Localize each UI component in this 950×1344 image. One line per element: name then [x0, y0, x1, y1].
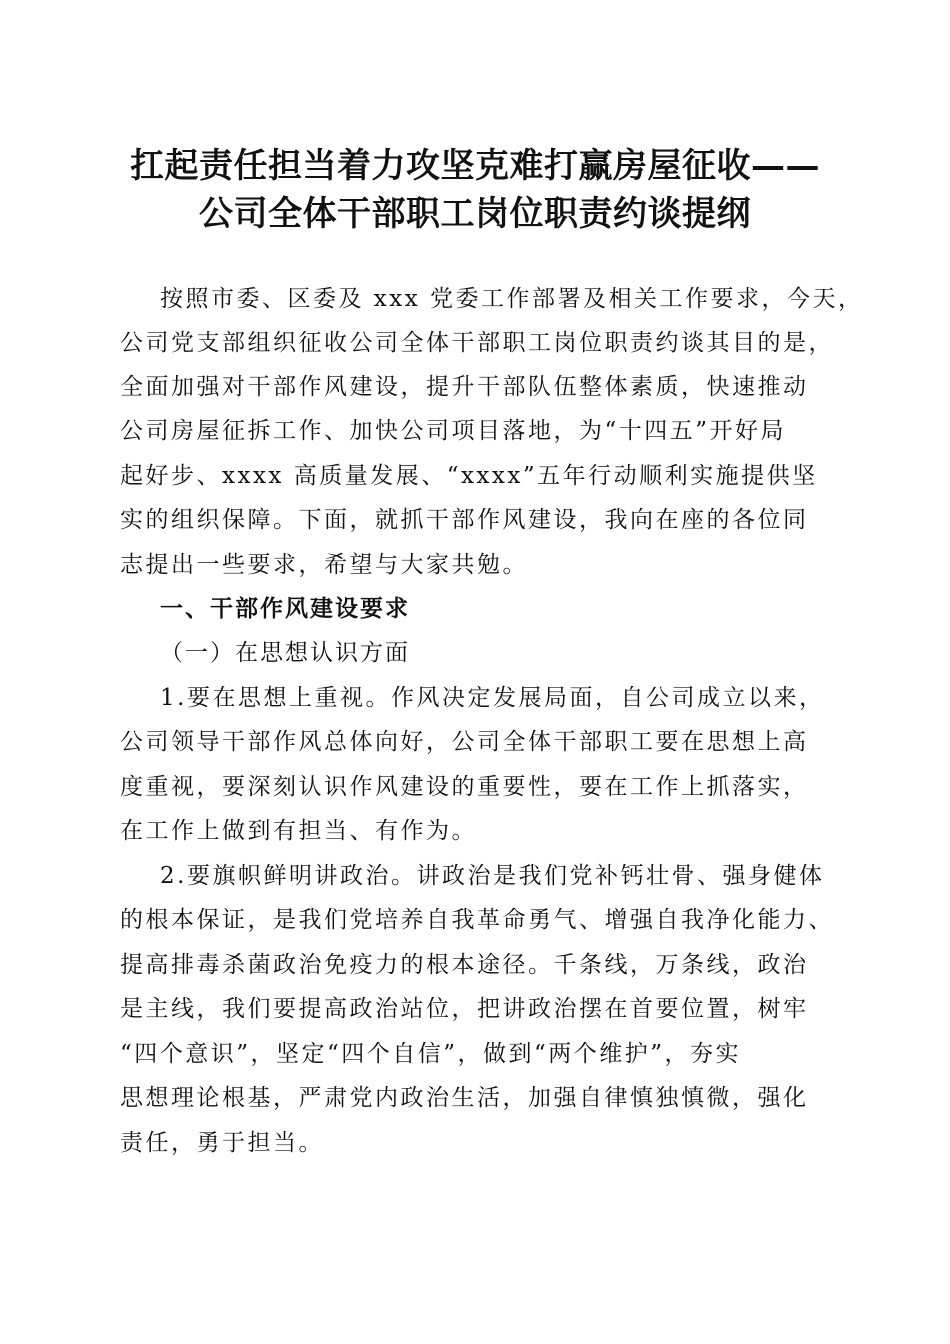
subsection-heading: （一）在思想认识方面 [160, 640, 410, 666]
item-2-line: “四个意识”，坚定“四个自信”，做到“两个维护”，夯实 [120, 1041, 742, 1067]
section-heading: 一、干部作风建设要求 [160, 596, 410, 622]
item-2-line: 责任，勇于担当。 [120, 1130, 324, 1156]
item-2-line: 提高排毒杀菌政治免疫力的根本途径。千条线，万条线，政治 [120, 952, 809, 978]
document-title-line-1: 扛起责任担当着力攻坚克难打赢房屋征收—— [130, 146, 820, 186]
intro-paragraph-line: 按照市委、区委及 xxx 党委工作部署及相关工作要求，今天， [160, 286, 864, 312]
item-2-line: 是主线，我们要提高政治站位，把讲政治摆在首要位置，树牢 [120, 996, 809, 1022]
item-1-line: 1.要在思想上重视。作风决定发展局面，自公司成立以来， [160, 685, 825, 711]
item-2-line: 思想理论根基，严肃党内政治生活，加强自律慎独慎微，强化 [120, 1085, 809, 1111]
intro-paragraph-line: 全面加强对干部作风建设，提升干部队伍整体素质，快速推动 [120, 374, 809, 400]
intro-paragraph-line: 起好步、xxxx 高质量发展、“xxxx”五年行动顺利实施提供坚 [120, 463, 818, 489]
intro-paragraph-line: 志提出一些要求，希望与大家共勉。 [120, 552, 528, 578]
item-1-line: 度重视，要深刻认识作风建设的重要性，要在工作上抓落实， [120, 774, 809, 800]
intro-paragraph-line: 实的组织保障。下面，就抓干部作风建设，我向在座的各位同 [120, 507, 809, 533]
item-1-line: 在工作上做到有担当、有作为。 [120, 818, 477, 844]
intro-paragraph-line: 公司房屋征拆工作、加快公司项目落地，为“十四五”开好局 [120, 418, 787, 444]
item-2-line: 的根本保证，是我们党培养自我革命勇气、增强自我净化能力、 [120, 907, 834, 933]
item-2-line: 2.要旗帜鲜明讲政治。讲政治是我们党补钙壮骨、强身健体 [160, 863, 825, 889]
intro-paragraph-line: 公司党支部组织征收公司全体干部职工岗位职责约谈其目的是， [120, 330, 834, 356]
document-title-line-2: 公司全体干部职工岗位职责约谈提纲 [199, 194, 751, 234]
item-1-line: 公司领导干部作风总体向好，公司全体干部职工要在思想上高 [120, 729, 809, 755]
